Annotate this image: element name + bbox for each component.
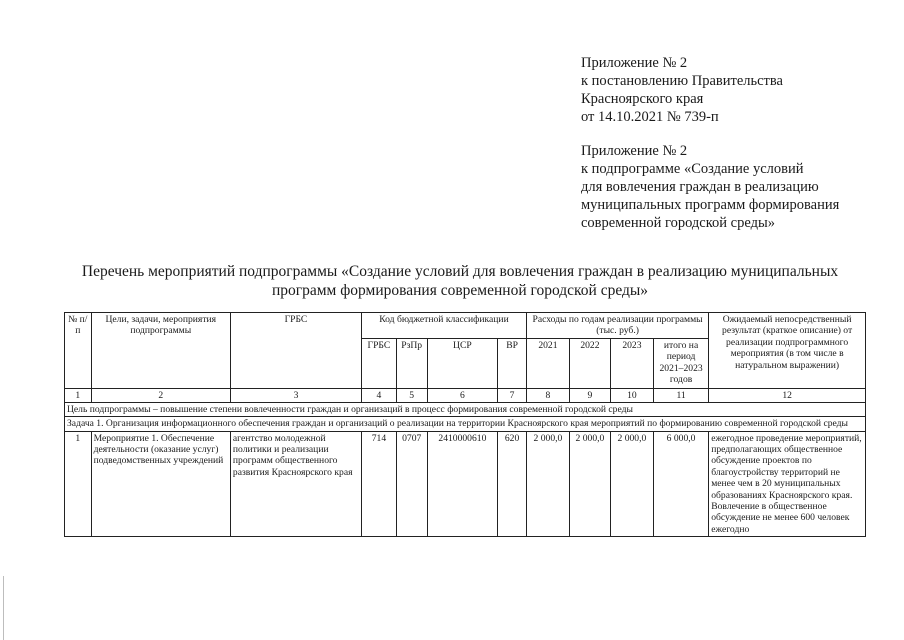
row-csr: 2410000610: [427, 431, 498, 537]
appendix-line: Приложение № 2: [581, 143, 688, 159]
header-goals: Цели, задачи, мероприятия подпрограммы: [91, 313, 230, 389]
row-grbs: 714: [362, 431, 397, 537]
header-year-2022: 2022: [569, 338, 610, 388]
title-line-2: программ формирования современной городской среды»: [271, 282, 649, 299]
appendix-line: к подпрограмме «Создание условий: [581, 161, 804, 177]
header-sub-vr: ВР: [498, 338, 527, 388]
column-number-row: [65, 388, 866, 402]
row-result: ежегодное проведение мероприятий, предполагающих общественное обсуждение проектов по благоустройству территорий не менее чем в 20 муниципальных образованиях Красноярского края. Вовлечение в общественное обсуждение не менее 600 человек ежегодно: [709, 431, 866, 537]
row-total: 6 000,0: [653, 431, 708, 537]
goal-text: Цель подпрограммы – повышение степени вовлеченности граждан и организаций в процесс формирования современной городской среды: [65, 402, 866, 416]
appendix-line: от 14.10.2021 № 739-п: [581, 109, 719, 125]
header-result: Ожидаемый непосредственный результат (краткое описание) от реализации подпрограммного мероприятия (в том числе в натуральном выражении): [709, 313, 866, 389]
row-2021: 2 000,0: [526, 431, 569, 537]
column-number: 3: [230, 388, 361, 402]
column-number: 6: [427, 388, 498, 402]
measures-table: [64, 312, 866, 537]
row-num: 1: [65, 431, 92, 537]
appendix-header-resolution: [581, 54, 783, 126]
scan-edge-line: [3, 576, 4, 640]
appendix-line: муниципальных программ формирования: [581, 197, 840, 213]
header-grbs-name: ГРБС: [230, 313, 361, 389]
header-budget-code: Код бюджетной классификации: [362, 313, 527, 339]
column-number: 4: [362, 388, 397, 402]
column-number: 1: [65, 388, 92, 402]
appendix-line: к постановлению Правительства: [581, 73, 783, 89]
header-num: № п/п: [65, 313, 92, 389]
task-row: [65, 417, 866, 431]
column-number: 8: [526, 388, 569, 402]
column-number: 11: [653, 388, 708, 402]
column-number: 10: [610, 388, 653, 402]
header-row-1: [65, 313, 866, 339]
appendix-line: для вовлечения граждан в реализацию: [581, 179, 819, 195]
column-number: 12: [709, 388, 866, 402]
column-number: 7: [498, 388, 527, 402]
row-measure-name: Мероприятие 1. Обеспечение деятельности (оказание услуг) подведомственных учреждений: [91, 431, 230, 537]
header-sub-grbs: ГРБС: [362, 338, 397, 388]
header-sub-csr: ЦСР: [427, 338, 498, 388]
row-rzpr: 0707: [396, 431, 427, 537]
header-year-2023: 2023: [610, 338, 653, 388]
header-expenses: Расходы по годам реализации программы (тыс. руб.): [526, 313, 708, 339]
row-grbs-name: агентство молодежной политики и реализации программ общественного развития Красноярского края: [230, 431, 361, 537]
row-vr: 620: [498, 431, 527, 537]
row-2022: 2 000,0: [569, 431, 610, 537]
appendix-line: Красноярского края: [581, 91, 704, 107]
table-row: [65, 431, 866, 537]
header-sub-rzpr: РзПр: [396, 338, 427, 388]
header-total: итого на период 2021–2023 годов: [653, 338, 708, 388]
task-text: Задача 1. Организация информационного обеспечения граждан и организаций о реализации на территории Красноярского края мероприятий по формированию современной городской среды: [65, 417, 866, 431]
column-number: 2: [91, 388, 230, 402]
document-title: [60, 262, 860, 300]
appendix-line: Приложение № 2: [581, 55, 688, 71]
row-2023: 2 000,0: [610, 431, 653, 537]
title-line-1: Перечень мероприятий подпрограммы «Создание условий для вовлечения граждан в реализацию муниципальных: [81, 263, 839, 280]
goal-row: [65, 402, 866, 416]
column-number: 5: [396, 388, 427, 402]
appendix-header-subprogram: [581, 142, 839, 232]
header-year-2021: 2021: [526, 338, 569, 388]
appendix-line: современной городской среды»: [581, 215, 775, 231]
column-number: 9: [569, 388, 610, 402]
